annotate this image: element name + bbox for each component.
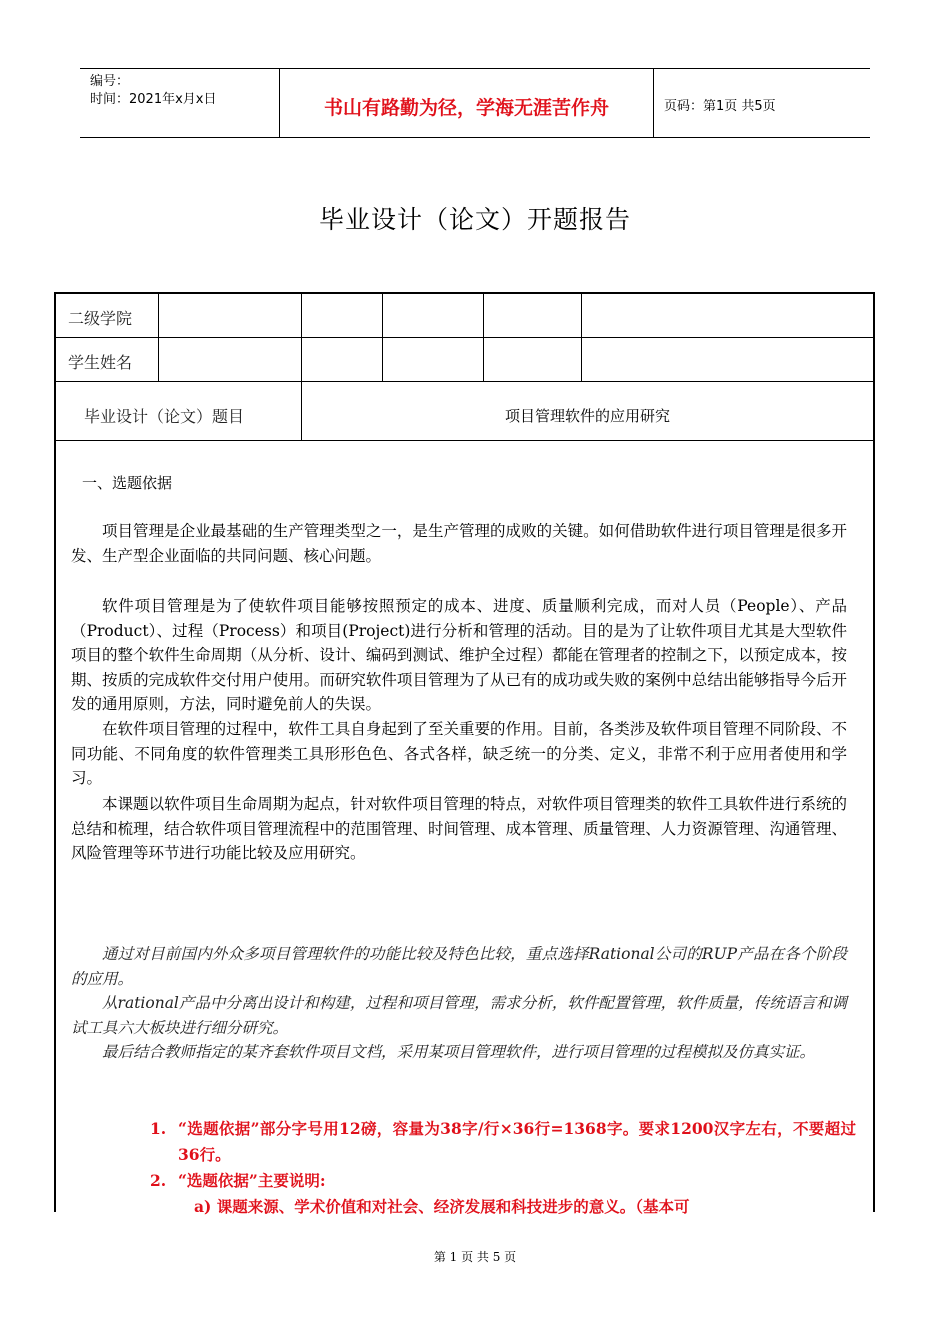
row-divider <box>56 440 873 441</box>
note-2-number: 2. <box>150 1171 167 1190</box>
col-divider <box>483 294 484 381</box>
note-1-number: 1. <box>150 1119 167 1138</box>
section-heading: 一、选题依据 <box>82 474 173 492</box>
header-meta <box>90 73 216 109</box>
college-label: 二级学院 <box>68 309 133 328</box>
page-title: 毕业设计（论文）开题报告 <box>318 205 631 234</box>
col-divider <box>158 294 159 381</box>
header-motto: 书山有路勤为径，学海无涯苦作舟 <box>323 97 609 119</box>
page-footer: 第 1 页 共 5 页 <box>433 1250 517 1264</box>
italic-paragraph: 从rational产品中分离出设计和构建，过程和项目管理，需求分析，软件配置管理，软件质量，传统语言和调试工具六大板块进行细分研究。 <box>71 994 847 1037</box>
paragraph: 在软件项目管理的过程中，软件工具自身起到了至关重要的作用。目前，各类涉及软件项目管理不同阶段、不同功能、不同角度的软件管理类工具形形色色、各式各样，缺乏统一的分类、定义，非常不利于应用者使用和学习。 <box>71 720 847 787</box>
topic-label: 毕业设计（论文）题目 <box>84 407 245 426</box>
paragraph: 软件项目管理是为了使软件项目能够按照预定的成本、进度、质量顺利完成，而对人员（People）、产品（Product）、过程（Process）和项目(Project)进行分析和管理的活动。目的是为了让软件项目尤其是大型软件项目的整个软件生命周期（从分析、设计、编码到测试、维护全过程）都能在管理者的控制之下，以预定成本，按期、按质的完成软件交付用户使用。而研究软件项目管理为了从已有的成功或失败的案例中总结出能够指导今后开发的通用原则，方法，同时避免前人的失误。 <box>71 597 847 713</box>
page-header <box>80 68 870 138</box>
italic-paragraph: 通过对目前国内外众多项目管理软件的功能比较及特色比较，重点选择Rational公司的RUP产品在各个阶段的应用。 <box>71 945 847 988</box>
paragraph: 项目管理是企业最基础的生产管理类型之一，是生产管理的成败的关键。如何借助软件进行项目管理是很多开发、生产型企业面临的共同问题、核心问题。 <box>71 522 847 565</box>
row-divider <box>56 381 873 382</box>
proposal-form <box>54 292 875 1216</box>
page-info: 页码：第1页 共5页 <box>664 99 776 114</box>
italic-paragraph: 最后结合教师指定的某齐套软件项目文档，采用某项目管理软件，进行项目管理的过程模拟及仿真实证。 <box>102 1043 816 1061</box>
paragraph: 本课题以软件项目生命周期为起点，针对软件项目管理的特点，对软件项目管理类的软件工具软件进行系统的总结和梳理，结合软件项目管理流程中的范围管理、时间管理、成本管理、质量管理、人力资源管理、沟通管理、风险管理等环节进行功能比较及应用研究。 <box>71 795 847 862</box>
student-label: 学生姓名 <box>68 353 133 372</box>
topic-value: 项目管理软件的应用研究 <box>504 407 670 425</box>
note-1-text: “选题依据”部分字号用12磅，容量为38字/行×36行=1368字。要求1200汉字左右，不要超过36行。 <box>178 1119 856 1164</box>
note-2-text: “选题依据”主要说明: <box>178 1171 326 1190</box>
col-divider <box>382 294 383 381</box>
time-label: 时间：2021年x月x日 <box>90 92 217 107</box>
row-divider <box>56 337 873 338</box>
number-label: 编号： <box>90 74 130 89</box>
header-divider <box>653 69 654 137</box>
col-divider <box>581 294 582 381</box>
note-a-text: a) 课题来源、学术价值和对社会、经济发展和科技进步的意义。（基本可 <box>194 1197 690 1216</box>
